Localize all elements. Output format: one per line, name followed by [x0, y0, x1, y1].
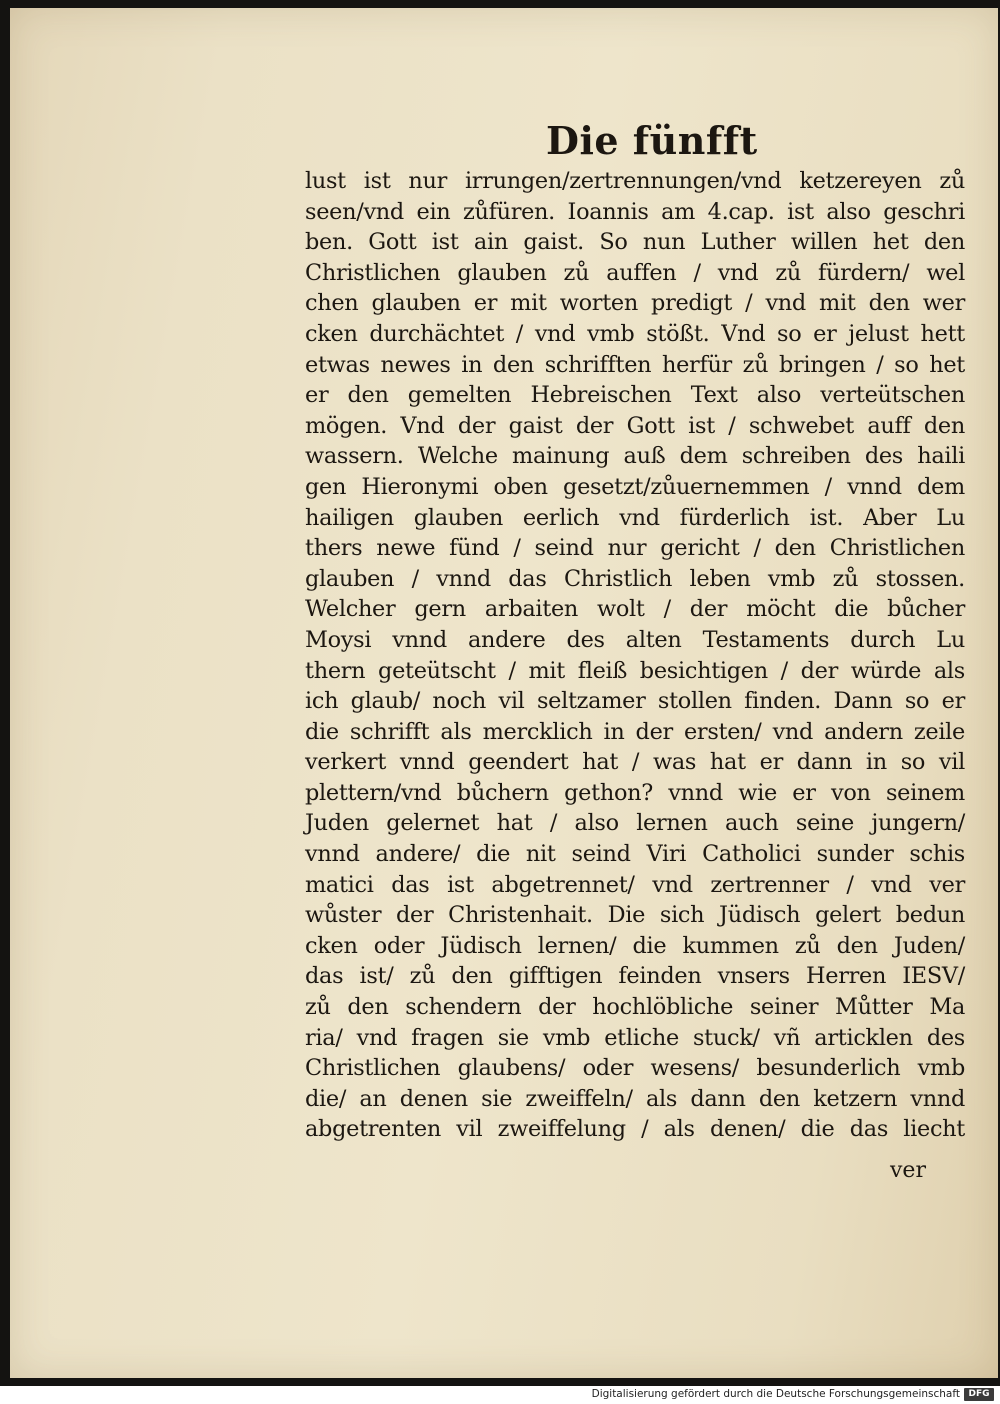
text-line: mögen. Vnd der gaist der Gott ist / schwebet auff den — [305, 412, 965, 439]
text-line: vnnd andere/ die nit seind Viri Catholici sunder schis — [305, 841, 965, 868]
text-line: die schrifft als mercklich in der ersten/ vnd andern zeile — [305, 718, 965, 745]
footer-bar — [0, 1386, 1000, 1404]
text-line: gen Hieronymi oben gesetzt/zůuernemmen / vnnd dem — [305, 473, 965, 500]
text-line: Juden gelernet hat / also lernen auch seine jungern/ — [305, 810, 965, 837]
text-line: er den gemelten Hebreischen Text also verteütschen — [305, 382, 965, 409]
dfg-logo-icon: DFG — [964, 1388, 994, 1401]
text-line: hailigen glauben eerlich vnd fürderlich ist. Aber Lu — [305, 504, 965, 531]
text-line: das ist/ zů den gifftigen feinden vnsers Herren IESV/ — [305, 963, 965, 990]
text-line: cken oder Jüdisch lernen/ die kummen zů den Juden/ — [305, 932, 965, 959]
text-line: cken durchächtet / vnd vmb stößt. Vnd so er jelust hett — [305, 320, 965, 347]
text-line: ich glaub/ noch vil seltzamer stollen finden. Dann so er — [305, 688, 965, 715]
catchword: ver — [890, 1158, 926, 1183]
text-line: plettern/vnd bůchern gethon? vnnd wie er von seinem — [305, 779, 965, 806]
text-line: die/ an denen sie zweiffeln/ als dann den ketzern vnnd — [305, 1085, 965, 1112]
text-line: thers newe fünd / seind nur gericht / den Christlichen — [305, 535, 965, 562]
text-line: zů den schendern der hochlöbliche seiner Můtter Ma — [305, 994, 965, 1021]
text-line: lust ist nur irrungen/zertrennungen/vnd ketzereyen zů — [305, 168, 965, 194]
text-line: thern geteütscht / mit fleiß besichtigen / der würde als — [305, 657, 965, 684]
text-line: Welcher gern arbaiten wolt / der möcht die bůcher — [305, 596, 965, 623]
text-line: wůster der Christenhait. Die sich Jüdisch gelert bedun — [305, 902, 965, 929]
running-head: Die fünfft — [546, 118, 758, 163]
text-line: wassern. Welche mainung auß dem schreiben des haili — [305, 443, 965, 470]
text-line: abgetrenten vil zweiffelung / als denen/ die das liecht — [305, 1116, 965, 1143]
book-page — [10, 8, 998, 1378]
text-line: ria/ vnd fragen sie vmb etliche stuck/ vñ articklen des — [305, 1024, 965, 1051]
text-line: Moysi vnnd andere des alten Testaments durch Lu — [305, 626, 965, 653]
text-line: etwas newes in den schrifften herfür zů bringen / so het — [305, 351, 965, 378]
body-text — [305, 166, 965, 1145]
text-line: Christlichen glaubens/ oder wesens/ besunderlich vmb — [305, 1055, 965, 1082]
text-line: verkert vnnd geendert hat / was hat er dann in so vil — [305, 749, 965, 776]
text-line: chen glauben er mit worten predigt / vnd mit den wer — [305, 290, 965, 317]
text-line: matici das ist abgetrennet/ vnd zertrenner / vnd ver — [305, 871, 965, 898]
funding-credit: Digitalisierung gefördert durch die Deutsche Forschungsgemeinschaft — [591, 1388, 960, 1400]
text-line: glauben / vnnd das Christlich leben vmb zů stossen. — [305, 565, 965, 592]
text-line: Christlichen glauben zů auffen / vnd zů fürdern/ wel — [305, 259, 965, 286]
text-line: ben. Gott ist ain gaist. So nun Luther willen het den — [305, 229, 965, 256]
text-line: seen/vnd ein zůfüren. Ioannis am 4.cap. ist also geschri — [305, 198, 965, 225]
